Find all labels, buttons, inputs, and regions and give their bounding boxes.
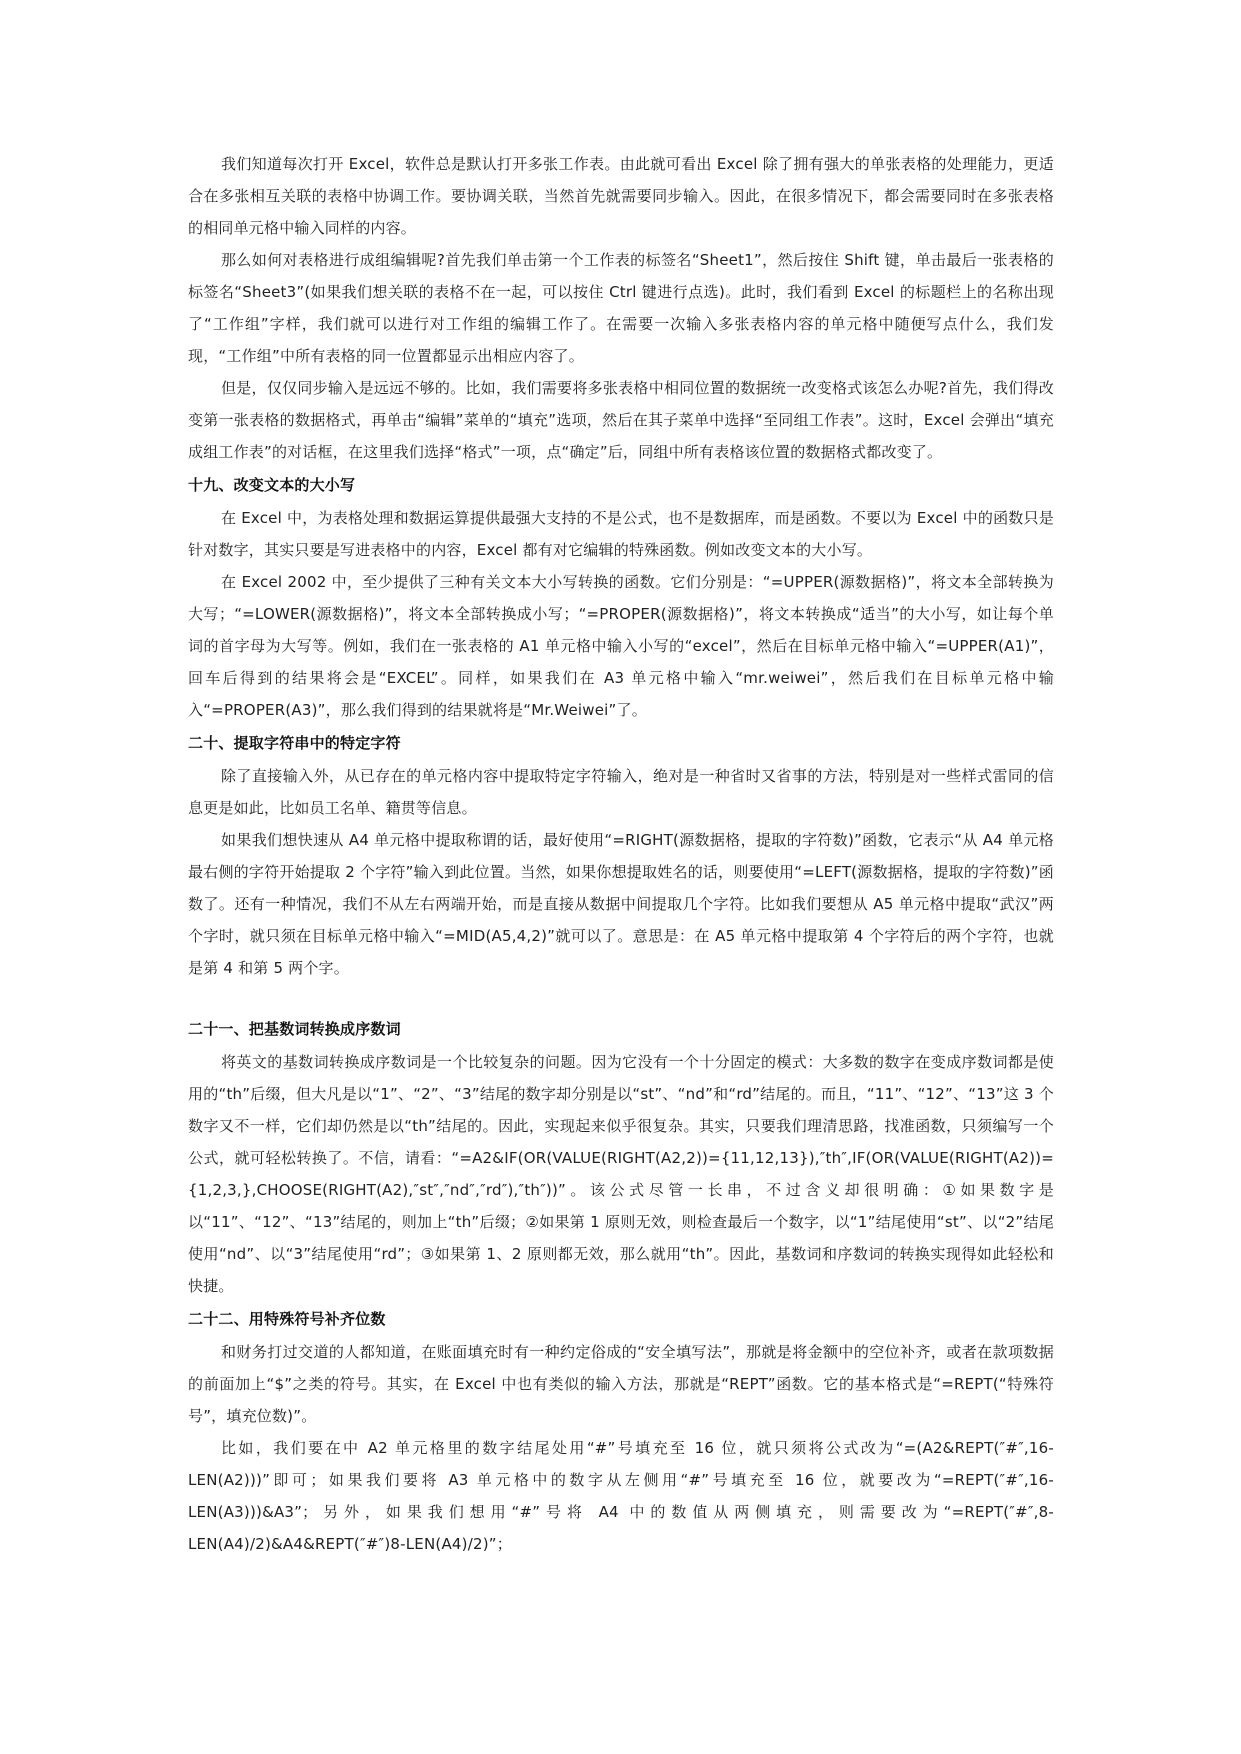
section-heading: 二十、提取字符串中的特定字符 <box>188 734 401 752</box>
section-heading: 十九、改变文本的大小写 <box>188 476 356 494</box>
blank-line <box>188 984 1054 1012</box>
paragraph: 将英文的基数词转换成序数词是一个比较复杂的问题。因为它没有一个十分固定的模式：大多数的数字在变成序数词都是使用的“th”后缀，但大凡是以“1”、“2”、“3”结尾的数字却分别是以“st”、“nd”和“rd”结尾的。而且，“11”、“12”、“13”这 3 个数字又不一样，它们却仍然是以“th”结尾的。因此，实现起来似乎很复杂。其实，只要我们理清思路，找准函数，只须编写一个公式，就可轻松转换了。不信，请看：“=A2&IF(OR(VALUE(RIGHT(A2,2))={11,12,13}),″th″,IF(OR(VALUE(RIGHT(A2))={1,2,3,},CHOOSE(RIGHT(A2),″st″,″nd″,″rd″),″th″))”。该公式尽管一长串，不过含义却很明确：①如果数字是以“11”、“12”、“13”结尾的，则加上“th”后缀；②如果第 1 原则无效，则检查最后一个数字，以“1”结尾使用“st”、以“2”结尾使用“nd”、以“3”结尾使用“rd”；③如果第 1、2 原则都无效，那么就用“th”。因此，基数词和序数词的转换实现得如此轻松和快捷。 <box>188 1053 1054 1295</box>
section-heading: 二十一、把基数词转换成序数词 <box>188 1020 401 1038</box>
paragraph: 在 Excel 2002 中，至少提供了三种有关文本大小写转换的函数。它们分别是：“=UPPER(源数据格)”，将文本全部转换为大写；“=LOWER(源数据格)”，将文本全部转换成小写；“=PROPER(源数据格)”，将文本转换成“适当”的大小写，如让每个单词的首字母为大写等。例如，我们在一张表格的 A1 单元格中输入小写的“excel”，然后在目标单元格中输入“=UPPER(A1)”，回车后得到的结果将会是“EXCEL”。同样，如果我们在 A3 单元格中输入“mr.weiwei”，然后我们在目标单元格中输入“=PROPER(A3)”，那么我们得到的结果就将是“Mr.Weiwei”了。 <box>188 573 1054 719</box>
paragraph: 如果我们想快速从 A4 单元格中提取称谓的话，最好使用“=RIGHT(源数据格，提取的字符数)”函数，它表示“从 A4 单元格最右侧的字符开始提取 2 个字符”输入到此位置。当然，如果你想提取姓名的话，则要使用“=LEFT(源数据格，提取的字符数)”函数了。还有一种情况，我们不从左右两端开始，而是直接从数据中间提取几个字符。比如我们要想从 A5 单元格中提取“武汉”两个字时，就只须在目标单元格中输入“=MID(A5,4,2)”就可以了。意思是：在 A5 单元格中提取第 4 个字符后的两个字符，也就是第 4 和第 5 两个字。 <box>188 831 1054 977</box>
paragraph: 那么如何对表格进行成组编辑呢?首先我们单击第一个工作表的标签名“Sheet1”，然后按住 Shift 键，单击最后一张表格的标签名“Sheet3”(如果我们想关联的表格不在一起，可以按住 Ctrl 键进行点选)。此时，我们看到 Excel 的标题栏上的名称出现了“工作组”字样，我们就可以进行对工作组的编辑工作了。在需要一次输入多张表格内容的单元格中随便写点什么，我们发现，“工作组”中所有表格的同一位置都显示出相应内容了。 <box>188 251 1054 365</box>
paragraph: 但是，仅仅同步输入是远远不够的。比如，我们需要将多张表格中相同位置的数据统一改变格式该怎么办呢?首先，我们得改变第一张表格的数据格式，再单击“编辑”菜单的“填充”选项，然后在其子菜单中选择“至同组工作表”。这时，Excel 会弹出“填充成组工作表”的对话框，在这里我们选择“格式”一项，点“确定”后，同组中所有表格该位置的数据格式都改变了。 <box>188 379 1054 461</box>
document-page <box>188 148 1054 1560</box>
paragraph: 比如，我们要在中 A2 单元格里的数字结尾处用“#”号填充至 16 位，就只须将公式改为“=(A2&REPT(″#″,16-LEN(A2)))”即可；如果我们要将 A3 单元格中的数字从左侧用“#”号填充至 16 位，就要改为“=REPT(″#″,16-LEN(A3)))&A3”；另外，如果我们想用“#”号将 A4 中的数值从两侧填充，则需要改为“=REPT(″#″,8-LEN(A4)/2)&A4&REPT(″#″)8-LEN(A4)/2)”； <box>188 1439 1054 1553</box>
paragraph: 和财务打过交道的人都知道，在账面填充时有一种约定俗成的“安全填写法”，那就是将金额中的空位补齐，或者在款项数据的前面加上“$”之类的符号。其实，在 Excel 中也有类似的输入方法，那就是“REPT”函数。它的基本格式是“=REPT(“特殊符号”，填充位数)”。 <box>188 1343 1054 1425</box>
paragraph: 我们知道每次打开 Excel，软件总是默认打开多张工作表。由此就可看出 Excel 除了拥有强大的单张表格的处理能力，更适合在多张相互关联的表格中协调工作。要协调关联，当然首先就需要同步输入。因此，在很多情况下，都会需要同时在多张表格的相同单元格中输入同样的内容。 <box>188 155 1054 237</box>
paragraph: 除了直接输入外，从已存在的单元格内容中提取特定字符输入，绝对是一种省时又省事的方法，特别是对一些样式雷同的信息更是如此，比如员工名单、籍贯等信息。 <box>188 767 1054 817</box>
paragraph: 在 Excel 中，为表格处理和数据运算提供最强大支持的不是公式，也不是数据库，而是函数。不要以为 Excel 中的函数只是针对数字，其实只要是写进表格中的内容，Excel 都有对它编辑的特殊函数。例如改变文本的大小写。 <box>188 509 1054 559</box>
section-heading: 二十二、用特殊符号补齐位数 <box>188 1310 386 1328</box>
